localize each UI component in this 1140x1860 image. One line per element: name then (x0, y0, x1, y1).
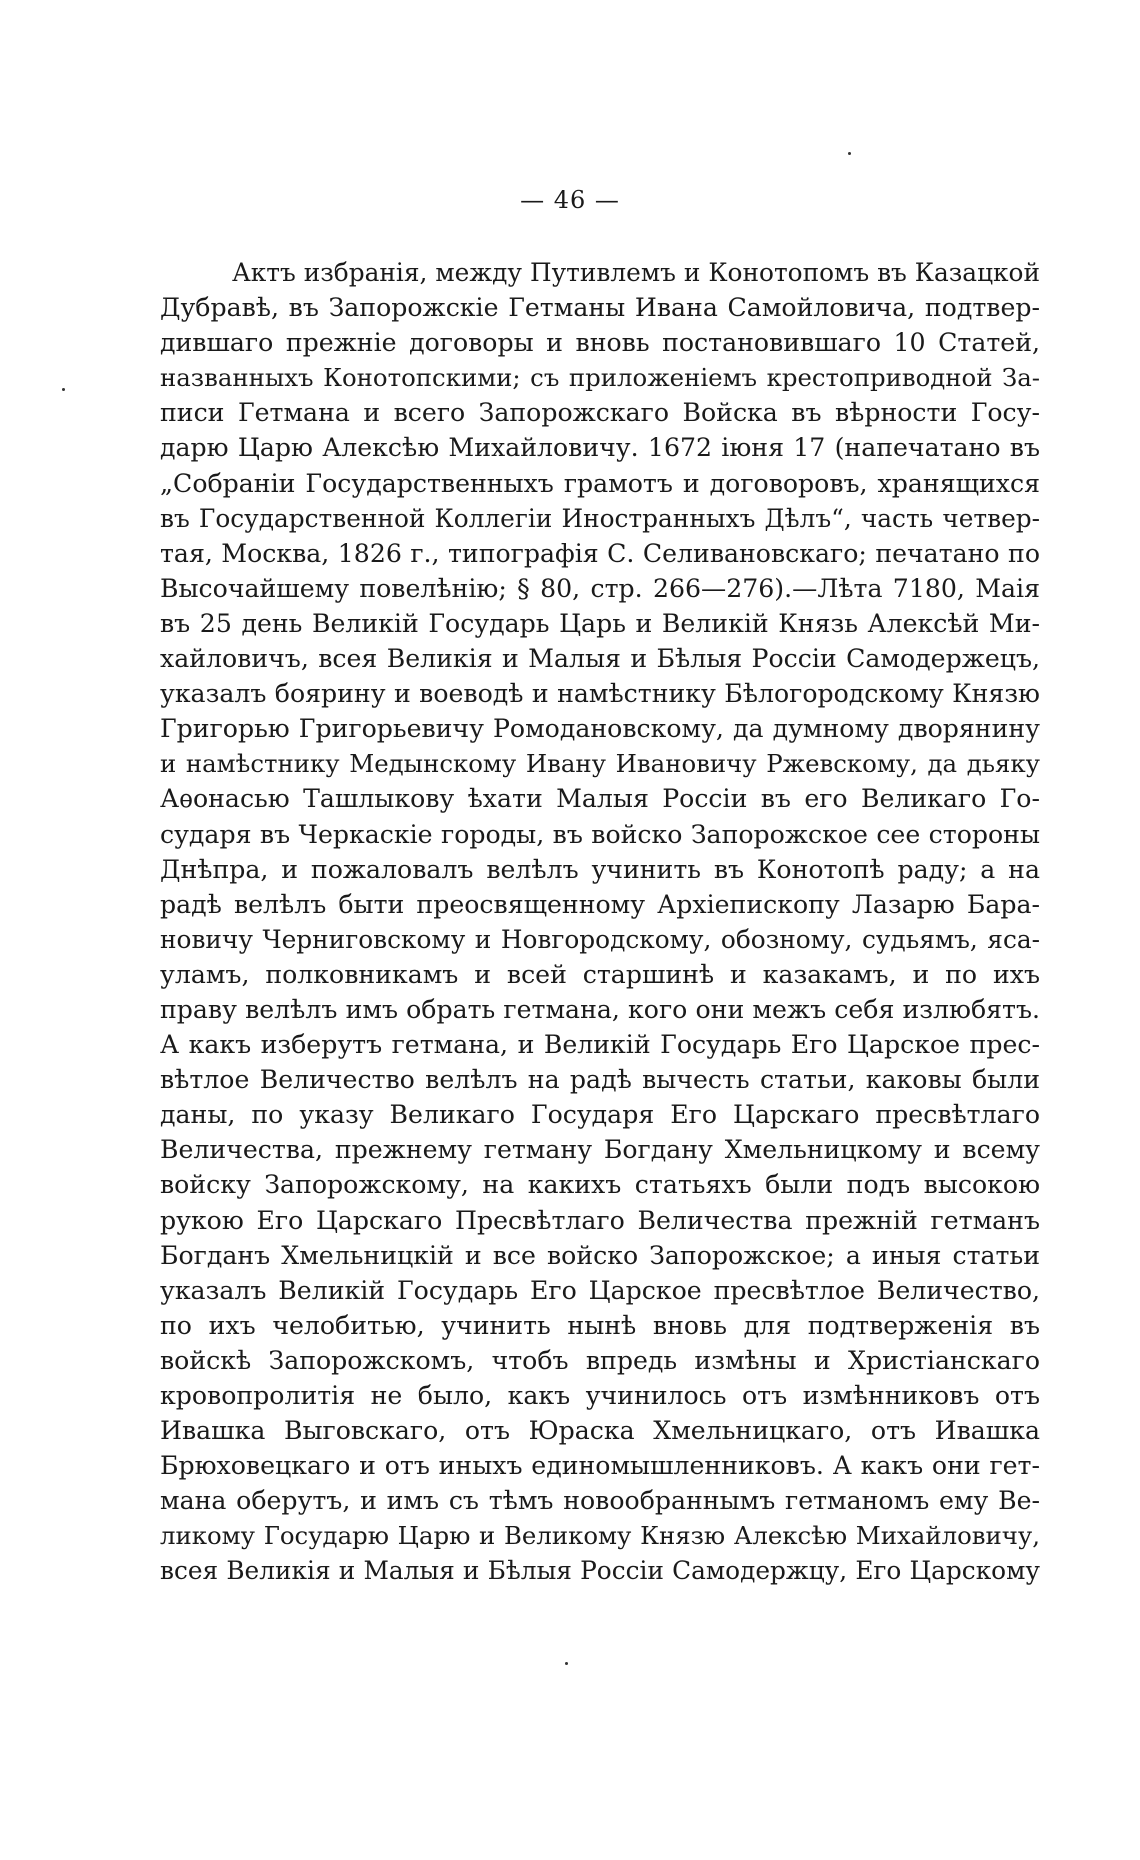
text-line: сударя въ Черкаскіе городы, въ войско Запорожское сее стороны (160, 819, 1040, 849)
text-line: войскѣ Запорожскомъ, чтобъ впредь измѣны и Христіанскаго (160, 1345, 1040, 1375)
text-line: Дубравѣ, въ Запорожскіе Гетманы Ивана Самойловича, подтвер- (160, 293, 1040, 323)
text-line: радѣ велѣлъ быти преосвященному Архіепископу Лазарю Бара- (160, 889, 1040, 919)
text-line: указалъ Великій Государь Его Царское пресвѣтлое Величество, (160, 1275, 1040, 1305)
text-line: кровопролитія не было, какъ учинилось отъ измѣнниковъ отъ (160, 1381, 1040, 1410)
text-line: Аѳонасью Ташлыкову ѣхати Малыя Россіи въ его Великаго Го- (160, 784, 1040, 814)
text-line: дарю Царю Алексѣю Михайловичу. 1672 іюня 17 (напечатано въ (160, 433, 1040, 463)
text-line: названныхъ Конотопскими; съ приложеніемъ крестоприводной За- (160, 363, 1040, 393)
page-number: — 46 — (520, 186, 620, 214)
text-line: Величества, прежнему гетману Богдану Хмельницкому и всему (160, 1135, 1040, 1165)
text-line: въ Государственной Коллегіи Иностранныхъ Дѣлъ“, часть четвер- (160, 503, 1040, 533)
print-speck (848, 152, 851, 155)
text-line: уламъ, полковникамъ и всей старшинѣ и казакамъ, и по ихъ (160, 959, 1040, 989)
text-line: писи Гетмана и всего Запорожскаго Войска въ вѣрности Госу- (160, 398, 1040, 428)
text-line: указалъ боярину и воеводѣ и намѣстнику Бѣлогородскому Князю (160, 679, 1040, 709)
text-line: Брюховецкаго и отъ иныхъ единомышленниковъ. А какъ они гет- (160, 1451, 1040, 1481)
text-line: Днѣпра, и пожаловалъ велѣлъ учинить въ Конотопѣ раду; а на (160, 854, 1040, 884)
text-line: тая, Москва, 1826 г., типографія С. Селивановскаго; печатано по (160, 538, 1040, 568)
text-line: по ихъ челобитью, учинить нынѣ вновь для подтверженія въ (160, 1310, 1040, 1340)
text-line: Высочайшему повелѣнію; § 80, стр. 266—276).—Лѣта 7180, Маія (160, 573, 1040, 603)
text-line: новичу Черниговскому и Новгородскому, обозному, судьямъ, яса- (160, 924, 1040, 954)
text-line: праву велѣлъ имъ обрать гетмана, кого они межъ себя излюбятъ. (160, 994, 1040, 1024)
text-line: и намѣстнику Медынскому Ивану Ивановичу Ржевскому, да дьяку (160, 749, 1040, 779)
text-line: Ивашка Выговскаго, отъ Юраска Хмельницкаго, отъ Ивашка (160, 1416, 1040, 1446)
text-line: Богданъ Хмельницкій и все войско Запорожское; а иныя статьи (160, 1240, 1040, 1270)
text-line: А какъ изберутъ гетмана, и Великій Государь Его Царское прес- (160, 1030, 1040, 1060)
text-line: хайловичъ, всея Великія и Малыя и Бѣлыя Россіи Самодержецъ, (160, 644, 1040, 674)
print-speck (62, 388, 65, 391)
print-speck (565, 1662, 568, 1665)
text-line: мана оберутъ, и имъ съ тѣмъ новообраннымъ гетманомъ ему Ве- (160, 1486, 1040, 1516)
text-line: всея Великія и Малыя и Бѣлыя Россіи Самодержцу, Его Царскому (160, 1556, 1040, 1586)
text-line: ликому Государю Царю и Великому Князю Алексѣю Михайловичу, (160, 1521, 1040, 1551)
text-line: вѣтлое Величество велѣлъ на радѣ вычесть статьи, каковы были (160, 1065, 1040, 1095)
text-line: Григорью Григорьевичу Ромодановскому, да думному дворянину (160, 714, 1040, 744)
body-text (160, 255, 1040, 1589)
text-line: войску Запорожскому, на какихъ статьяхъ были подъ высокою (160, 1170, 1040, 1200)
text-line: въ 25 день Великій Государь Царь и Великій Князь Алексѣй Ми- (160, 608, 1040, 638)
text-line: дившаго прежніе договоры и вновь постановившаго 10 Статей, (160, 328, 1040, 358)
text-line: рукою Его Царскаго Пресвѣтлаго Величества прежній гетманъ (160, 1205, 1040, 1235)
text-line: „Собраніи Государственныхъ грамотъ и договоровъ, хранящихся (160, 468, 1040, 498)
text-line: Актъ избранія, между Путивлемъ и Конотопомъ въ Казацкой (232, 258, 1040, 287)
text-line: даны, по указу Великаго Государя Его Царскаго пресвѣтлаго (160, 1100, 1040, 1130)
